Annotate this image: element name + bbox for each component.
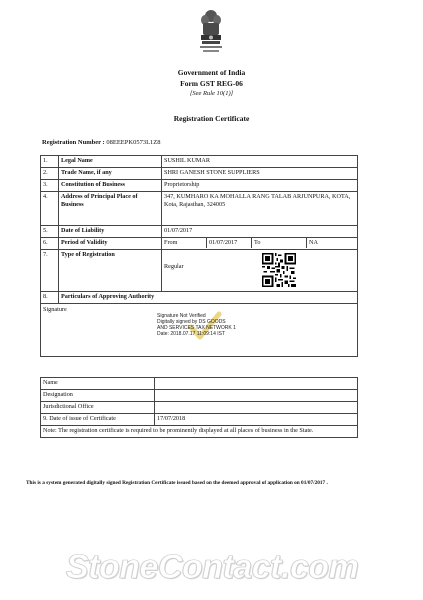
legal-name-value: SUSHIL KUMAR bbox=[162, 156, 358, 168]
registration-number-label: Registration Number : bbox=[42, 139, 105, 146]
designation-value bbox=[155, 390, 358, 402]
digital-signature-text bbox=[157, 313, 236, 337]
signature-status: Signature Not Verified bbox=[157, 313, 206, 319]
to-label: To bbox=[252, 238, 307, 248]
registration-number bbox=[42, 139, 161, 146]
row-number: 6. bbox=[41, 238, 59, 250]
table-row bbox=[41, 238, 358, 250]
office-value bbox=[155, 402, 358, 414]
row-number: 1. bbox=[41, 156, 59, 168]
registration-type-value: Regular bbox=[164, 263, 184, 270]
authority-table bbox=[40, 377, 358, 438]
signature-line: Digitally signed by DS GOODS bbox=[157, 319, 226, 325]
certificate-table bbox=[40, 155, 358, 357]
table-row bbox=[41, 226, 358, 238]
signature-label: Signature bbox=[43, 306, 67, 313]
table-row bbox=[41, 250, 358, 292]
office-label: Jurisdictional Office bbox=[41, 402, 155, 414]
row-label: Date of Liability bbox=[59, 226, 162, 238]
table-row bbox=[41, 192, 358, 226]
row-label: Constitution of Business bbox=[59, 180, 162, 192]
row-label: Address of Principal Place of Business bbox=[59, 192, 162, 226]
display-note: Note: The registration certificate is required to be prominently displayed at all places of business in the State. bbox=[41, 426, 358, 438]
watermark: StoneContact.com bbox=[66, 548, 359, 586]
signature-block bbox=[41, 304, 357, 356]
constitution-value: Proprietorship bbox=[162, 180, 358, 192]
row-label: Particulars of Approving Authority bbox=[59, 292, 358, 304]
registration-number-value: 08EEEPK0573L1Z8 bbox=[106, 139, 161, 146]
table-row bbox=[41, 156, 358, 168]
validity-table bbox=[162, 238, 357, 248]
table-row bbox=[41, 180, 358, 192]
row-number: 5. bbox=[41, 226, 59, 238]
from-label: From bbox=[162, 238, 207, 248]
footer-note: This is a system generated digitally signed Registration Certificate issued based on the deemed approval of application on 01/07/2017 . bbox=[26, 480, 328, 486]
signature-row bbox=[41, 304, 358, 357]
to-date: NA bbox=[309, 239, 318, 246]
row-number: 7. bbox=[41, 250, 59, 292]
qr-code-icon bbox=[262, 253, 296, 287]
address-value: 347, KUMHARO KA MOHALLA RANG TALAB ARJUNPURA, KOTA, Kota, Rajasthan, 324005 bbox=[162, 192, 358, 226]
trade-name-value: SHRI GANESH STONE SUPPLIERS bbox=[162, 168, 358, 180]
registration-type-cell bbox=[162, 250, 358, 292]
form-title: Form GST REG-06 bbox=[180, 79, 243, 88]
signature-line: AND SERVICES TAX NETWORK 1 bbox=[157, 325, 236, 331]
designation-label: Designation bbox=[41, 390, 155, 402]
table-row bbox=[41, 402, 358, 414]
table-row bbox=[41, 292, 358, 304]
validity-cell bbox=[162, 238, 358, 250]
government-heading: Government of India bbox=[177, 68, 246, 77]
table-row bbox=[41, 390, 358, 402]
name-value bbox=[155, 378, 358, 390]
table-row bbox=[41, 168, 358, 180]
from-date: 01/07/2017 bbox=[207, 238, 252, 248]
row-number: 8. bbox=[41, 292, 59, 304]
row-label: Period of Validity bbox=[59, 238, 162, 250]
row-label: Legal Name bbox=[59, 156, 162, 168]
signature-line: Date: 2018.07.17 11:09:14 IST bbox=[157, 331, 226, 337]
certificate-title: Registration Certificate bbox=[173, 114, 250, 123]
table-row bbox=[41, 414, 358, 426]
row-number: 4. bbox=[41, 192, 59, 226]
liability-date-value: 01/07/2017 bbox=[162, 226, 358, 238]
row-label: Type of Registration bbox=[59, 250, 162, 292]
row-number: 3. bbox=[41, 180, 59, 192]
row-label: Trade Name, if any bbox=[59, 168, 162, 180]
row-number: 2. bbox=[41, 168, 59, 180]
rule-reference: [See Rule 10(1)] bbox=[189, 90, 234, 97]
name-label: Name bbox=[41, 378, 155, 390]
table-row bbox=[41, 378, 358, 390]
issue-date-label: 9. Date of issue of Certificate bbox=[41, 414, 155, 426]
national-emblem-icon bbox=[197, 8, 225, 58]
table-row bbox=[41, 426, 358, 438]
issue-date-value: 17/07/2018 bbox=[155, 414, 358, 426]
